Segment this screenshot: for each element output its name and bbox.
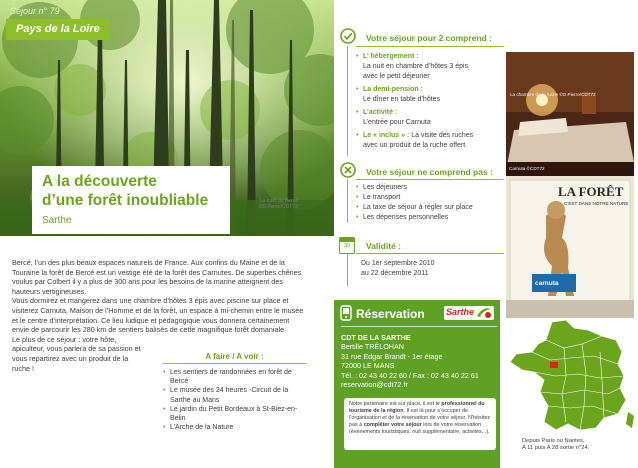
page-title-line1: A la découverte: [42, 173, 157, 190]
non-compris-title: Votre séjour ne comprend pas :: [366, 167, 493, 177]
cross-icon: [340, 162, 356, 178]
non-compris-item: • La taxe de séjour à régler sur place: [356, 203, 506, 213]
checkmark-icon: [340, 28, 356, 44]
calendar-icon: 30: [339, 237, 355, 254]
a-faire-list: [163, 368, 306, 432]
non-compris-list: [356, 183, 506, 223]
poster-brand: carnuta: [535, 280, 559, 287]
comprend-list: [356, 52, 506, 151]
non-compris-rule: [356, 179, 504, 180]
reservation-rule: [341, 326, 497, 327]
comprend-title: Votre séjour pour 2 comprend :: [366, 33, 492, 43]
a-faire-box: [163, 350, 306, 442]
intro-closing: Le plus de ce séjour : votre hôte, apiculteur, vous parlera de sa passion et vous repartirez avec un produit de la ruche !: [12, 334, 141, 373]
forest-photo-credit: La forêt de Bercé ©D.Pierre/CDT72: [258, 198, 298, 210]
comprend-item: • La demi-pension : Le dîner en table d’hôtes: [356, 85, 506, 105]
a-faire-item: • Le jardin du Petit Bordeaux à St-Biez-en-Belin: [163, 405, 306, 423]
non-compris-item: • Les déjeuners: [356, 183, 506, 193]
france-map: [504, 318, 636, 434]
validite-dates: Du 1er septembre 2010 au 22 décembre 2011: [361, 260, 435, 277]
reservation-contact: CDT DE LA SARTHE Bertille TRÉLOHAN 31 rue Edgar Brandt - 1er étage 72000 LE MANS Tél. : 02 43 40 22 60 / Fax : 02 43 40 22 61 reservation@cdt72.fr: [341, 333, 497, 389]
validite-rule: [356, 253, 504, 254]
reservation-note: Notre partenaire est sur place, il est le professionnel du tourisme de la région. Il est là pour s’occuper de l’organisation et de la réservation de votre séjour. N’hésitez pas à compléter votre séjour lors de votre réservation (évènements touristiques, nuit supplémentaire, activités...).: [344, 398, 496, 450]
page-subtitle: Sarthe: [42, 215, 72, 226]
bedroom-photo: [506, 52, 634, 176]
sarthe-marker: [550, 362, 558, 368]
comprend-item: • L’ hébergement : La nuit en chambre d’hôtes 3 épis avec le petit déjeuner: [356, 52, 506, 82]
validite-title: Validité :: [366, 241, 401, 251]
validite-vline: [347, 254, 348, 286]
non-compris-item: • Les dépenses personnelles: [356, 213, 506, 223]
a-faire-item: • L’Arche de la Nature: [163, 423, 306, 432]
sarthe-logo: Sarthe: [444, 306, 494, 320]
poster-headline: LA FORÊT: [558, 184, 624, 199]
intro-paragraph: Bercé, l’un des plus beaux espaces naturels de France. Aux confins du Maine et de la Touraine la forêt de Bercé est un vestige été de la forêt des Carnutes. De superbes chênes voulus par Colbert il y a plus de 300 ans pour les besoins de la marine atteignent des hauteurs vertigineuses.: [12, 258, 302, 296]
non-compris-item: • Le transport: [356, 193, 506, 203]
a-faire-item: • Les sentiers de randonnées en forêt de Bercé: [163, 368, 306, 386]
comprend-rule: [356, 46, 504, 47]
carnuta-photo-credit: Carnuta ©CDT72: [509, 166, 545, 171]
map-caption: Depuis Paris ou Nantes, A 11 puis A 28 sortie n°24.: [522, 438, 590, 452]
sarthe-swoosh-icon: [476, 307, 492, 319]
sejour-number: Séjour n° 79: [10, 6, 60, 16]
poster-subline: C’EST DANS NOTRE NATURE: [564, 201, 629, 206]
a-faire-item: • Le musée des 24 heures -Circuit de la Sarthe au Mans: [163, 386, 306, 404]
non-compris-vline: [347, 179, 348, 223]
title-box: [32, 166, 230, 234]
bedroom-photo-credit: La chambre de la ruche ©D.Pierre/CDT72: [510, 92, 596, 97]
comprend-item: • L’activité : L’entrée pour Carnuta: [356, 108, 506, 128]
region-tab: Pays de la Loire: [6, 19, 110, 40]
intro-paragraph: Vous dormirez et mangerez dans une chambre d’hôtes 3 épis avec piscine sur place et visiterez Carnuta, Maison de l’Homme et de la forêt, un espace à mi-chemin entre le musée et le centre d’interprétation. Ce lieu ludique et pédagogique vous donnera certainement envie de parcourir les 280 km de sentiers balisés de cette magnifique forêt domaniale.: [12, 296, 304, 335]
page-title-line2: d’une forêt inoubliable: [42, 192, 209, 209]
carnuta-poster-photo: [506, 176, 634, 318]
comprend-vline: [347, 46, 348, 156]
phone-icon: [340, 305, 352, 321]
a-faire-title: A faire / A voir :: [163, 350, 306, 364]
reservation-email[interactable]: reservation@cdt72.fr: [341, 380, 408, 390]
reservation-title: Réservation: [356, 307, 425, 321]
comprend-item: • Le « inclus » : La visite des ruches avec un produit de la ruche offert: [356, 131, 506, 151]
